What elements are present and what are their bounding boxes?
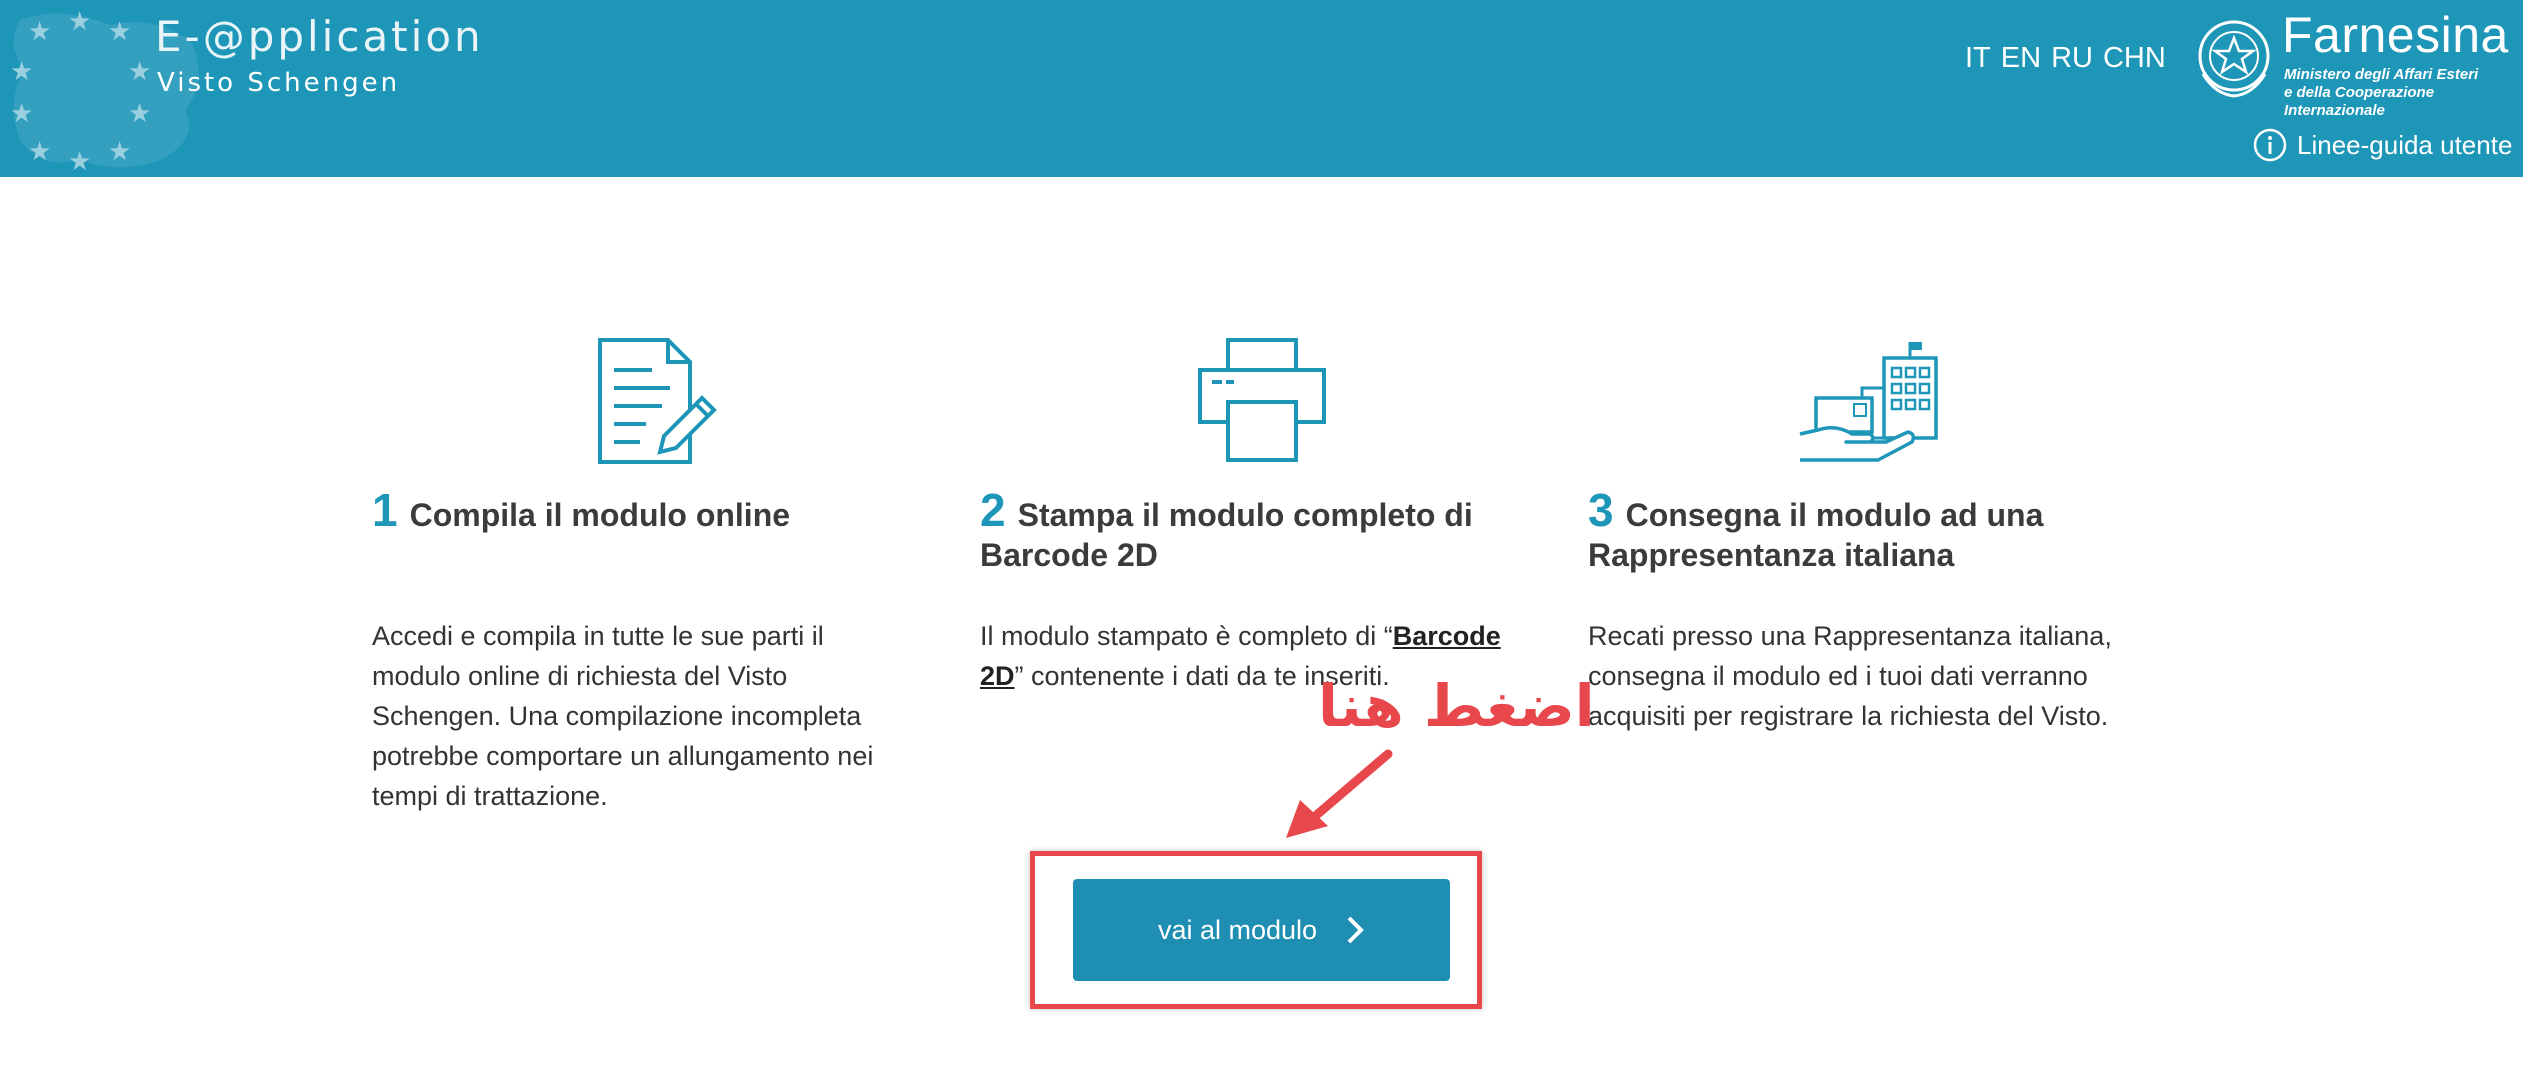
annotation-text: اضغط هنا — [1318, 672, 1595, 740]
svg-text:★: ★ — [128, 98, 152, 128]
svg-text:★: ★ — [10, 56, 34, 86]
step-2-text-before: Il modulo stampato è completo di “ — [980, 621, 1393, 651]
svg-text:★: ★ — [108, 16, 132, 46]
brand-subtitle — [2284, 66, 2523, 120]
header-bar — [0, 0, 2523, 177]
annotation-arrow-icon — [1280, 740, 1410, 840]
step-1-title — [372, 484, 932, 536]
info-icon — [2253, 128, 2287, 162]
annotation-highlight-box — [1030, 851, 1482, 1009]
hand-building-icon — [1796, 338, 1944, 464]
app-title: E-@pplication — [155, 12, 484, 61]
lang-chn[interactable]: CHN — [2102, 42, 2166, 74]
step-3-number: 3 — [1588, 484, 1614, 536]
document-pencil-icon — [590, 336, 720, 470]
svg-text:★: ★ — [10, 98, 34, 128]
step-2-text-after: ” contenente i dati da te inseriti. — [1014, 661, 1390, 691]
svg-text:★: ★ — [68, 6, 92, 36]
step-1-number: 1 — [372, 484, 398, 536]
step-2-number: 2 — [980, 484, 1006, 536]
step-3-title — [1588, 484, 2148, 575]
language-switcher — [1965, 42, 2166, 75]
step-3-title-text: Consegna il modulo ad una Rappresentanza italiana — [1588, 497, 2044, 573]
go-to-form-label: vai al modulo — [1157, 914, 1318, 945]
svg-text:★: ★ — [108, 136, 132, 166]
step-2-title-text: Stampa il modulo completo di Barcode 2D — [980, 497, 1473, 573]
step-1-description: Accedi e compila in tutte le sue parti il modulo online di richiesta del Visto Schengen. Una compilazione incompleta potrebbe comportare un allungamento nei tempi di trattazione. — [372, 621, 874, 811]
step-1-title-text: Compila il modulo online — [409, 497, 791, 533]
step-2-title — [980, 484, 1540, 575]
user-guide-link[interactable] — [2253, 128, 2512, 162]
lang-en[interactable]: EN — [2000, 42, 2042, 74]
printer-icon — [1196, 336, 1328, 464]
brand-name: Farnesina — [2282, 7, 2509, 63]
republic-emblem-icon — [2195, 14, 2273, 100]
brand-sub-line2: e della Cooperazione Internazionale — [2284, 84, 2435, 119]
lang-ru[interactable]: RU — [2051, 42, 2093, 74]
svg-text:★: ★ — [128, 56, 152, 86]
svg-text:★: ★ — [68, 146, 92, 176]
brand-sub-line1: Ministero degli Affari Esteri — [2284, 66, 2479, 83]
lang-it[interactable]: IT — [1965, 42, 1991, 74]
step-3-description: Recati presso una Rappresentanza italiana, consegna il modulo ed i tuoi dati verranno acquisiti per registrare la richiesta del Visto. — [1588, 621, 2112, 731]
svg-text:★: ★ — [28, 16, 52, 46]
svg-text:★: ★ — [28, 136, 52, 166]
user-guide-label: Linee-guida utente — [2297, 129, 2513, 160]
app-subtitle: Visto Schengen — [157, 68, 401, 98]
barcode-2d-link[interactable]: Barcode 2D — [980, 621, 1501, 691]
